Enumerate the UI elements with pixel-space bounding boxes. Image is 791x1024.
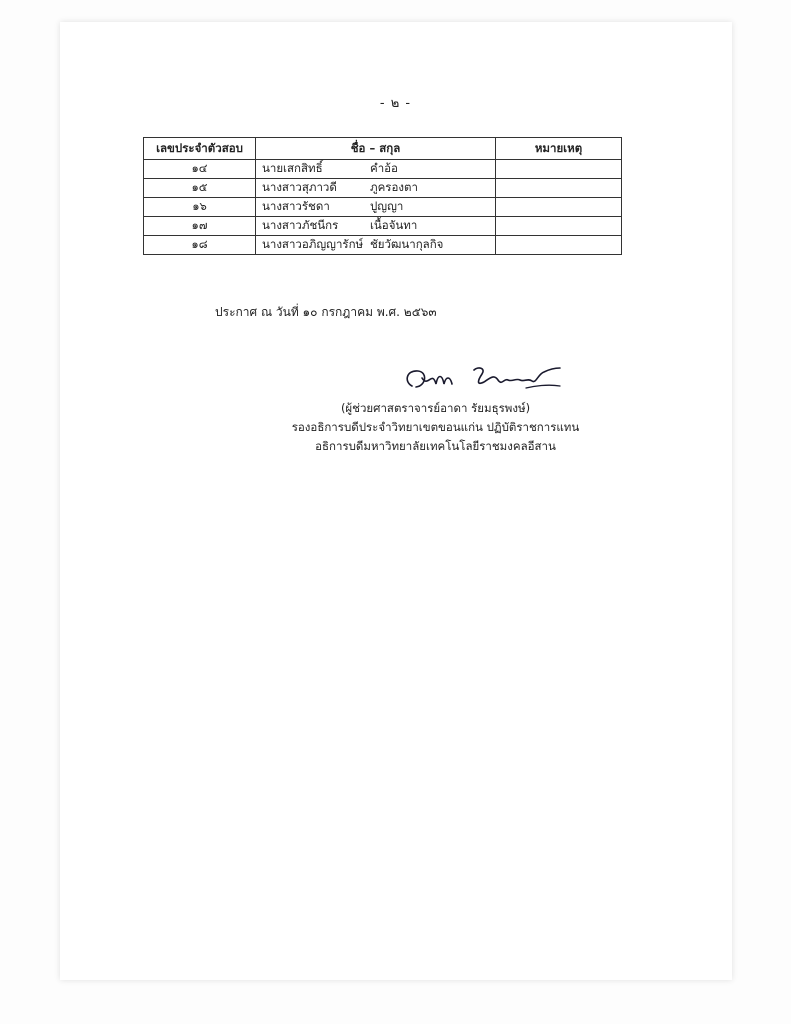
name-cell bbox=[256, 160, 496, 179]
last-name: ปูญญา bbox=[370, 199, 404, 213]
announcement-date: ประกาศ ณ วันที่ ๑๐ กรกฎาคม พ.ศ. ๒๕๖๓ bbox=[215, 305, 437, 319]
name-cell bbox=[256, 179, 496, 198]
table-row bbox=[144, 160, 622, 179]
exam-id-cell: ๑๖ bbox=[144, 198, 256, 217]
exam-id-cell: ๑๘ bbox=[144, 236, 256, 255]
exam-id-cell: ๑๔ bbox=[144, 160, 256, 179]
header-exam-id: เลขประจำตัวสอบ bbox=[144, 138, 256, 160]
handwritten-signature bbox=[398, 360, 568, 400]
remark-cell bbox=[496, 160, 622, 179]
name-cell bbox=[256, 198, 496, 217]
first-name: นางสาวสุภาวดี bbox=[262, 180, 337, 194]
exam-id-cell: ๑๕ bbox=[144, 179, 256, 198]
header-remarks: หมายเหตุ bbox=[496, 138, 622, 160]
table-header-row bbox=[144, 138, 622, 160]
signer-name: (ผู้ช่วยศาสตราจารย์อาดา รัยมธุรพงษ์) bbox=[340, 401, 531, 415]
header-full-name: ชื่อ – สกุล bbox=[256, 138, 496, 160]
first-name: นายเสกสิทธิ์ bbox=[262, 161, 323, 175]
table-row bbox=[144, 217, 622, 236]
name-cell bbox=[256, 217, 496, 236]
first-name: นางสาวอภิญญารักษ์ bbox=[262, 237, 364, 251]
table-row bbox=[144, 236, 622, 255]
candidate-table bbox=[143, 137, 622, 255]
last-name: เนื้อจันทา bbox=[370, 218, 418, 232]
name-cell bbox=[256, 236, 496, 255]
remark-cell bbox=[496, 198, 622, 217]
remark-cell bbox=[496, 179, 622, 198]
remark-cell bbox=[496, 217, 622, 236]
page-number: - ๒ - bbox=[379, 96, 412, 111]
signer-title-line-2: อธิการบดีมหาวิทยาลัยเทคโนโลยีราชมงคลอีสาน bbox=[315, 439, 556, 453]
last-name: ภูครองตา bbox=[370, 180, 418, 194]
exam-id-cell: ๑๗ bbox=[144, 217, 256, 236]
last-name: ชัยวัฒนากุลกิจ bbox=[370, 237, 444, 251]
first-name: นางสาวภัชนีกร bbox=[262, 218, 339, 232]
remark-cell bbox=[496, 236, 622, 255]
table-row bbox=[144, 198, 622, 217]
table-row bbox=[144, 179, 622, 198]
last-name: คำอ้อ bbox=[370, 161, 398, 175]
signer-title-line-1: รองอธิการบดีประจำวิทยาเขตขอนแก่น ปฏิบัติราชการแทน bbox=[291, 420, 580, 434]
first-name: นางสาวรัชดา bbox=[262, 199, 330, 213]
